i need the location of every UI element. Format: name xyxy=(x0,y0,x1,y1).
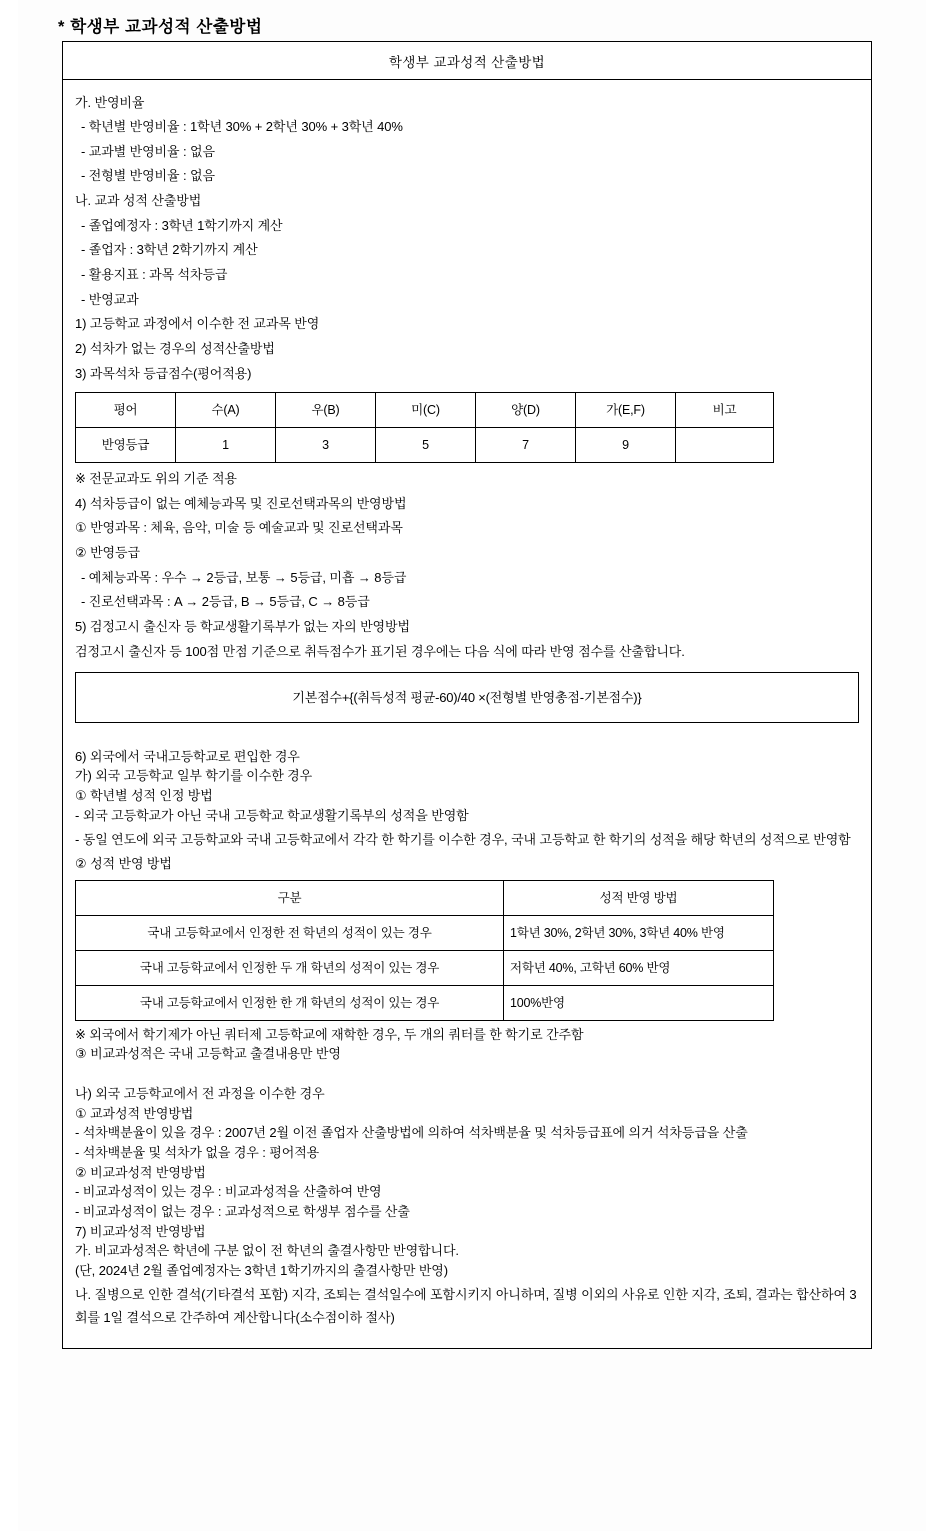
grade-table-header-5: 가(E,F) xyxy=(576,392,676,427)
document-box-header: 학생부 교과성적 산출방법 xyxy=(63,42,871,80)
section-b-item-1: 1) 고등학교 과정에서 이수한 전 교과목 반영 xyxy=(75,316,320,332)
grade-table-value-2: 5 xyxy=(376,427,476,462)
grade-table-header-2: 우(B) xyxy=(276,392,376,427)
item7-ga-note: (단, 2024년 2월 졸업예정자는 3학년 1학기까지의 출결사항만 반영) xyxy=(75,1262,448,1278)
section-a-line-1: - 학년별 반영비율 : 1학년 30% + 2학년 30% + 3학년 40% xyxy=(81,119,403,135)
item7-ga: 가. 비교과성적은 학년에 구분 없이 전 학년의 출결사항만 반영합니다. xyxy=(75,1243,459,1259)
spacer-1 xyxy=(73,727,861,747)
table-row xyxy=(76,427,774,462)
document-outer-box xyxy=(62,41,872,1349)
sub-na-circled-1: ① 교과성적 반영방법 xyxy=(75,1105,194,1121)
section-b-line-2: - 졸업자 : 3학년 2학기까지 계산 xyxy=(81,242,258,258)
item7-na: 나. 질병으로 인한 결석(기타결석 포함) 지각, 조퇴는 결석일수에 포함시키지 아니하며, 질병 이외의 사유로 인한 지각, 조퇴, 결과는 합산하여 3회를 1일 결석으로 간주하여 계산합니다(소수점이하 절사) xyxy=(75,1287,857,1326)
grade-table-header-6: 비고 xyxy=(676,392,774,427)
spacer-2 xyxy=(73,1064,861,1084)
item6-circled-1: ① 학년별 성적 인정 방법 xyxy=(75,788,213,804)
grade-table-value-5 xyxy=(676,427,774,462)
item4-sub-2: ② 반영등급 xyxy=(75,545,140,561)
table-row xyxy=(76,915,774,950)
sub-na-bullet-4: - 비교과성적이 없는 경우 : 교과성적으로 학생부 점수를 산출 xyxy=(75,1203,410,1219)
transfer-row-0-division: 국내 고등학교에서 인정한 전 학년의 성적이 있는 경우 xyxy=(76,915,504,950)
transfer-row-1-method: 저학년 40%, 고학년 60% 반영 xyxy=(504,950,774,985)
grade-table-header-4: 양(D) xyxy=(476,392,576,427)
score-formula-box: 기본점수+{(취득성적 평균-60)/40 ×(전형별 반영총점-기본점수)} xyxy=(75,672,859,723)
section-b-item-3: 3) 과목석차 등급점수(평어적용) xyxy=(75,365,252,381)
sub-na-bullet-3: - 비교과성적이 있는 경우 : 비교과성적을 산출하여 반영 xyxy=(75,1184,382,1200)
item4-detail-1: - 예체능과목 : 우수 → 2등급, 보통 → 5등급, 미흡 → 8등급 xyxy=(81,569,407,585)
section-b-item-2: 2) 석차가 없는 경우의 성적산출방법 xyxy=(75,340,275,356)
item4-detail-2: - 진로선택과목 : A → 2등급, B → 5등급, C → 8등급 xyxy=(81,594,370,610)
item6-bullet-1: - 외국 고등학교가 아닌 국내 고등학교 학교생활기록부의 성적을 반영함 xyxy=(75,807,469,823)
document-body xyxy=(63,80,871,1348)
grade-table-value-0: 1 xyxy=(176,427,276,462)
grade-table-value-3: 7 xyxy=(476,427,576,462)
item5-title: 5) 검정고시 출신자 등 학교생활기록부가 없는 자의 반영방법 xyxy=(75,619,410,635)
note-specialized-subjects: ※ 전문교과도 위의 기준 적용 xyxy=(75,471,237,487)
grade-table-value-4: 9 xyxy=(576,427,676,462)
item4-title: 4) 석차등급이 없는 예체능과목 및 진로선택과목의 반영방법 xyxy=(75,495,407,511)
section-b-line-3: - 활용지표 : 과목 석차등급 xyxy=(81,266,228,282)
transfer-row-2-division: 국내 고등학교에서 인정한 한 개 학년의 성적이 있는 경우 xyxy=(76,985,504,1020)
table-row xyxy=(76,985,774,1020)
transfer-credit-table xyxy=(75,880,774,1021)
table-row xyxy=(76,880,774,915)
section-b-title: 나. 교과 성적 산출방법 xyxy=(75,193,202,209)
section-a-line-3: - 전형별 반영비율 : 없음 xyxy=(81,168,215,184)
item4-sub-1: ① 반영과목 : 체육, 음악, 미술 등 예술교과 및 진로선택과목 xyxy=(75,520,403,536)
grade-table-header-1: 수(A) xyxy=(176,392,276,427)
sub-na-bullet-1: - 석차백분율이 있을 경우 : 2007년 2월 이전 졸업자 산출방법에 의하여 석차백분율 및 석차등급표에 의거 석차등급을 산출 xyxy=(75,1125,748,1141)
sub-na-title: 나) 외국 고등학교에서 전 과정을 이수한 경우 xyxy=(75,1086,325,1102)
section-a-title: 가. 반영비율 xyxy=(75,94,145,110)
note-quarter-system: ※ 외국에서 학기제가 아닌 쿼터제 고등학교에 재학한 경우, 두 개의 쿼터를 한 학기로 간주함 xyxy=(75,1026,584,1042)
grade-table-header-3: 미(C) xyxy=(376,392,476,427)
transfer-row-2-method: 100%반영 xyxy=(504,985,774,1020)
item6-circled-2: ② 성적 반영 방법 xyxy=(75,856,172,872)
item6-title: 6) 외국에서 국내고등학교로 편입한 경우 xyxy=(75,748,300,764)
transfer-table-header-0: 구분 xyxy=(76,880,504,915)
page-title: * 학생부 교과성적 산출방법 xyxy=(58,18,263,36)
grade-table-value-1: 3 xyxy=(276,427,376,462)
table-row xyxy=(76,392,774,427)
section-b-line-4: - 반영교과 xyxy=(81,291,139,307)
item6-sub-ga: 가) 외국 고등학교 일부 학기를 이수한 경우 xyxy=(75,768,313,784)
item6-bullet-2: - 동일 연도에 외국 고등학교와 국내 고등학교에서 각각 한 학기를 이수한 경우, 국내 고등학교 한 학기의 성적을 해당 학년의 성적으로 반영함 xyxy=(75,832,851,848)
grade-conversion-table xyxy=(75,392,774,463)
transfer-row-1-division: 국내 고등학교에서 인정한 두 개 학년의 성적이 있는 경우 xyxy=(76,950,504,985)
table-row xyxy=(76,950,774,985)
sub-na-bullet-2: - 석차백분율 및 석차가 없을 경우 : 평어적용 xyxy=(75,1144,320,1160)
item5-description: 검정고시 출신자 등 100점 만점 기준으로 취득점수가 표기된 경우에는 다음 식에 따라 반영 점수를 산출합니다. xyxy=(75,643,685,659)
grade-table-row-label: 반영등급 xyxy=(76,427,176,462)
transfer-row-0-method: 1학년 30%, 2학년 30%, 3학년 40% 반영 xyxy=(504,915,774,950)
section-a-line-2: - 교과별 반영비율 : 없음 xyxy=(81,143,215,159)
grade-table-header-0: 평어 xyxy=(76,392,176,427)
section-b-line-1: - 졸업예정자 : 3학년 1학기까지 계산 xyxy=(81,217,283,233)
transfer-table-header-1: 성적 반영 방법 xyxy=(504,880,774,915)
item6-circled-3: ③ 비교과성적은 국내 고등학교 출결내용만 반영 xyxy=(75,1046,341,1062)
sub-na-circled-2: ② 비교과성적 반영방법 xyxy=(75,1164,206,1180)
item7-title: 7) 비교과성적 반영방법 xyxy=(75,1223,206,1239)
